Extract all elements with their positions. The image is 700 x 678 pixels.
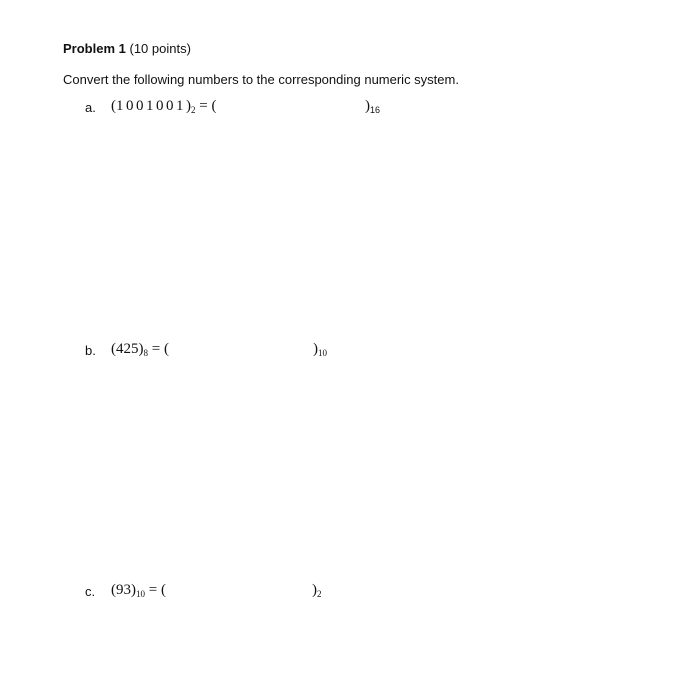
item-label: c. [85, 584, 96, 599]
equals-open: = ( [145, 582, 166, 598]
source-base: 8 [143, 348, 148, 358]
answer-close [313, 341, 327, 358]
problem-points: (10 points) [129, 41, 191, 56]
close-paren: ) [138, 341, 144, 357]
equals-open: = ( [195, 98, 217, 114]
conversion-item-a [85, 98, 645, 118]
close-paren: ) [186, 98, 191, 114]
conversion-expression [111, 98, 216, 115]
problem-heading [63, 41, 191, 56]
answer-close [312, 582, 322, 599]
answer-close-paren: ) [312, 582, 317, 598]
equals-open: = ( [148, 341, 169, 357]
open-paren: ( [111, 341, 116, 357]
source-base: 10 [136, 589, 145, 599]
item-label: a. [85, 100, 96, 115]
problem-instruction: Convert the following numbers to the corresponding numeric system. [63, 72, 459, 87]
source-base: 2 [191, 105, 196, 115]
conversion-expression [111, 582, 166, 599]
source-number: 1001001 [116, 98, 186, 114]
answer-close [365, 98, 380, 115]
source-number: 425 [116, 341, 139, 357]
source-number: 93 [116, 582, 131, 598]
open-paren: ( [111, 98, 116, 114]
open-paren: ( [111, 582, 116, 598]
close-paren: ) [131, 582, 136, 598]
target-base: 10 [318, 348, 327, 358]
target-base: 2 [317, 589, 322, 599]
conversion-item-b [85, 341, 645, 361]
conversion-expression [111, 341, 169, 358]
answer-close-paren: ) [365, 98, 370, 114]
problem-title: Problem 1 [63, 41, 126, 56]
conversion-item-c [85, 582, 645, 602]
item-label: b. [85, 343, 96, 358]
target-base: 16 [370, 105, 381, 115]
answer-close-paren: ) [313, 341, 318, 357]
